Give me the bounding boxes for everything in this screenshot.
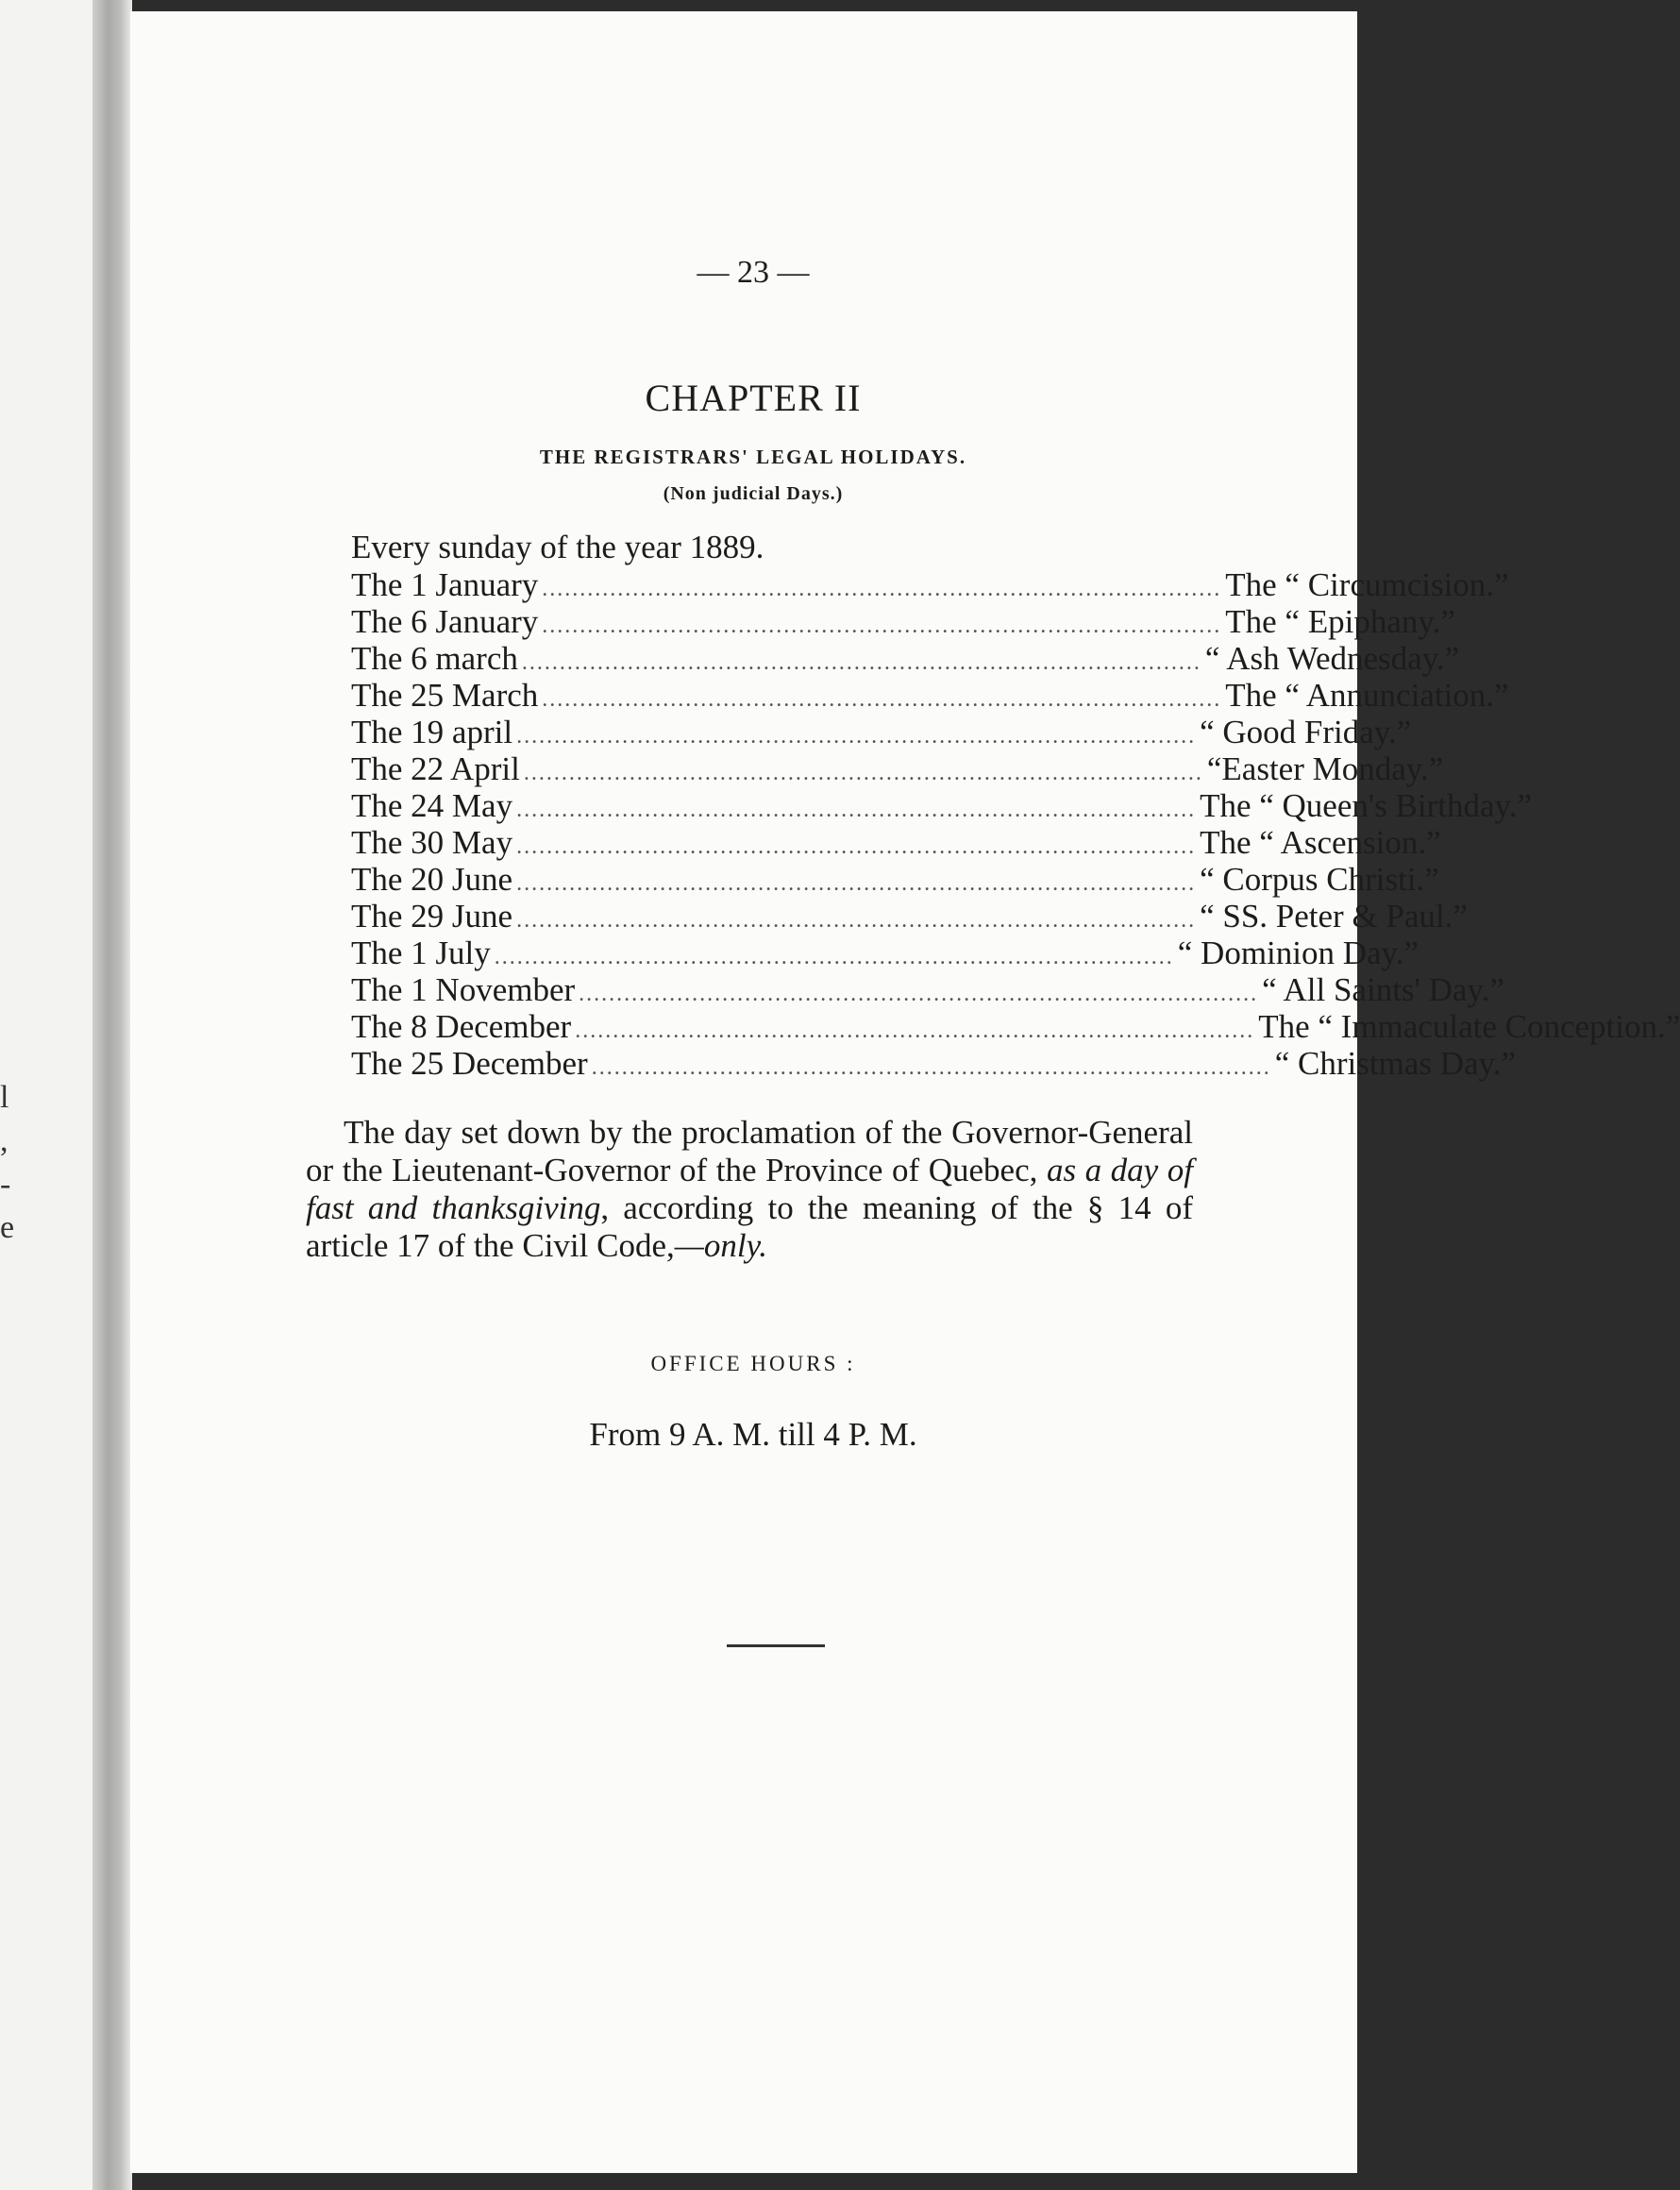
holiday-name: The “ Queen's Birthday.” — [1200, 787, 1533, 824]
holiday-row — [351, 971, 1504, 1008]
holiday-name: “ All Saints' Day.” — [1262, 971, 1504, 1008]
dot-leader: .......................................................................................... — [575, 1019, 1255, 1043]
facing-page-mark: - — [0, 1167, 11, 1202]
facing-page-mark: , — [0, 1123, 8, 1158]
holiday-name: “ SS. Peter & Paul.” — [1200, 898, 1468, 935]
holiday-name: The “ Circumcision.” — [1225, 566, 1509, 603]
dot-leader: .......................................................................................... — [516, 871, 1197, 896]
dot-leader: .......................................................................................... — [523, 761, 1203, 785]
holiday-row — [351, 750, 1444, 787]
facing-page-mark: e — [0, 1210, 15, 1245]
holiday-name: The “ Ascension.” — [1200, 824, 1441, 861]
dot-leader: .......................................................................................... — [516, 724, 1197, 749]
holiday-name: “ Corpus Christi.” — [1200, 861, 1439, 898]
section-subheading: (Non judicial Days.) — [663, 483, 844, 504]
holiday-name: The “ Annunciation.” — [1225, 677, 1509, 714]
holiday-date: The 25 March — [351, 677, 539, 714]
paragraph-italic-text: as a day of fast and thanksgiving — [306, 1152, 1193, 1226]
holiday-date: The 25 December — [351, 1045, 588, 1082]
holiday-row — [351, 1008, 1680, 1045]
holiday-row — [351, 861, 1439, 898]
closing-rule — [727, 1644, 825, 1647]
holiday-date: The 19 april — [351, 714, 513, 750]
proclamation-paragraph — [306, 1114, 1193, 1265]
paragraph-italic-text: —only. — [674, 1227, 767, 1264]
holiday-row — [351, 898, 1468, 935]
office-hours-text: From 9 A. M. till 4 P. M. — [589, 1416, 917, 1453]
dot-leader: .......................................................................................... — [494, 945, 1174, 969]
holiday-list — [351, 529, 1680, 1082]
facing-page-edge — [0, 0, 104, 2190]
holiday-date: The 30 May — [351, 824, 513, 861]
holiday-row — [351, 603, 1455, 640]
holiday-name: “ Ash Wednesday.” — [1204, 640, 1460, 677]
holiday-date: The 24 May — [351, 787, 513, 824]
dot-leader: .......................................................................................... — [591, 1055, 1271, 1080]
holiday-row — [351, 787, 1533, 824]
office-hours-heading: OFFICE HOURS : — [650, 1352, 856, 1375]
paragraph-text: , according to the meaning of the § 14 of article 17 of the Civil Code, — [306, 1189, 1193, 1264]
dot-leader: .......................................................................................... — [579, 982, 1259, 1006]
dot-leader: .......................................................................................... — [542, 614, 1222, 638]
holiday-intro-line: Every sunday of the year 1889. — [351, 529, 764, 565]
holiday-date: The 20 June — [351, 861, 513, 898]
holiday-date: The 29 June — [351, 898, 513, 935]
holiday-name: The “ Immaculate Conception.” — [1258, 1008, 1680, 1045]
holiday-date: The 22 April — [351, 750, 520, 787]
holiday-date: The 8 December — [351, 1008, 572, 1045]
holiday-date: The 6 January — [351, 603, 539, 640]
holiday-row — [351, 824, 1441, 861]
holiday-row — [351, 640, 1460, 677]
holiday-date: The 1 July — [351, 935, 491, 971]
facing-page-marks — [0, 1076, 19, 1250]
holiday-row — [351, 566, 1509, 603]
holiday-name: “ Dominion Day.” — [1177, 935, 1420, 971]
holiday-name: The “ Epiphany.” — [1225, 603, 1455, 640]
dot-leader: .......................................................................................... — [516, 908, 1197, 933]
paragraph-text: The day set down by the proclamation of the Governor-General or the Lieutenant-Governor of the Province of Quebec, — [306, 1114, 1193, 1188]
holiday-name: “ Christmas Day.” — [1274, 1045, 1517, 1082]
dot-leader: .......................................................................................... — [521, 650, 1201, 675]
book-gutter — [92, 0, 132, 2190]
chapter-title: CHAPTER II — [645, 377, 862, 419]
holiday-row — [351, 677, 1509, 714]
holiday-row — [351, 1045, 1517, 1082]
holiday-row — [351, 935, 1420, 971]
dot-leader: .......................................................................................... — [516, 798, 1197, 822]
dot-leader: .......................................................................................... — [542, 687, 1222, 712]
page-number: — 23 — — [697, 255, 810, 290]
book-page — [130, 11, 1680, 2173]
dot-leader: .......................................................................................... — [542, 577, 1222, 601]
holiday-name: “Easter Monday.” — [1206, 750, 1444, 787]
holiday-row — [351, 714, 1412, 750]
section-heading: THE REGISTRARS' LEGAL HOLIDAYS. — [539, 446, 967, 468]
holiday-date: The 6 march — [351, 640, 518, 677]
holiday-name: “ Good Friday.” — [1200, 714, 1412, 750]
dot-leader: .......................................................................................... — [516, 834, 1197, 859]
holiday-date: The 1 November — [351, 971, 576, 1008]
holiday-date: The 1 January — [351, 566, 539, 603]
facing-page-mark: l — [0, 1080, 9, 1115]
